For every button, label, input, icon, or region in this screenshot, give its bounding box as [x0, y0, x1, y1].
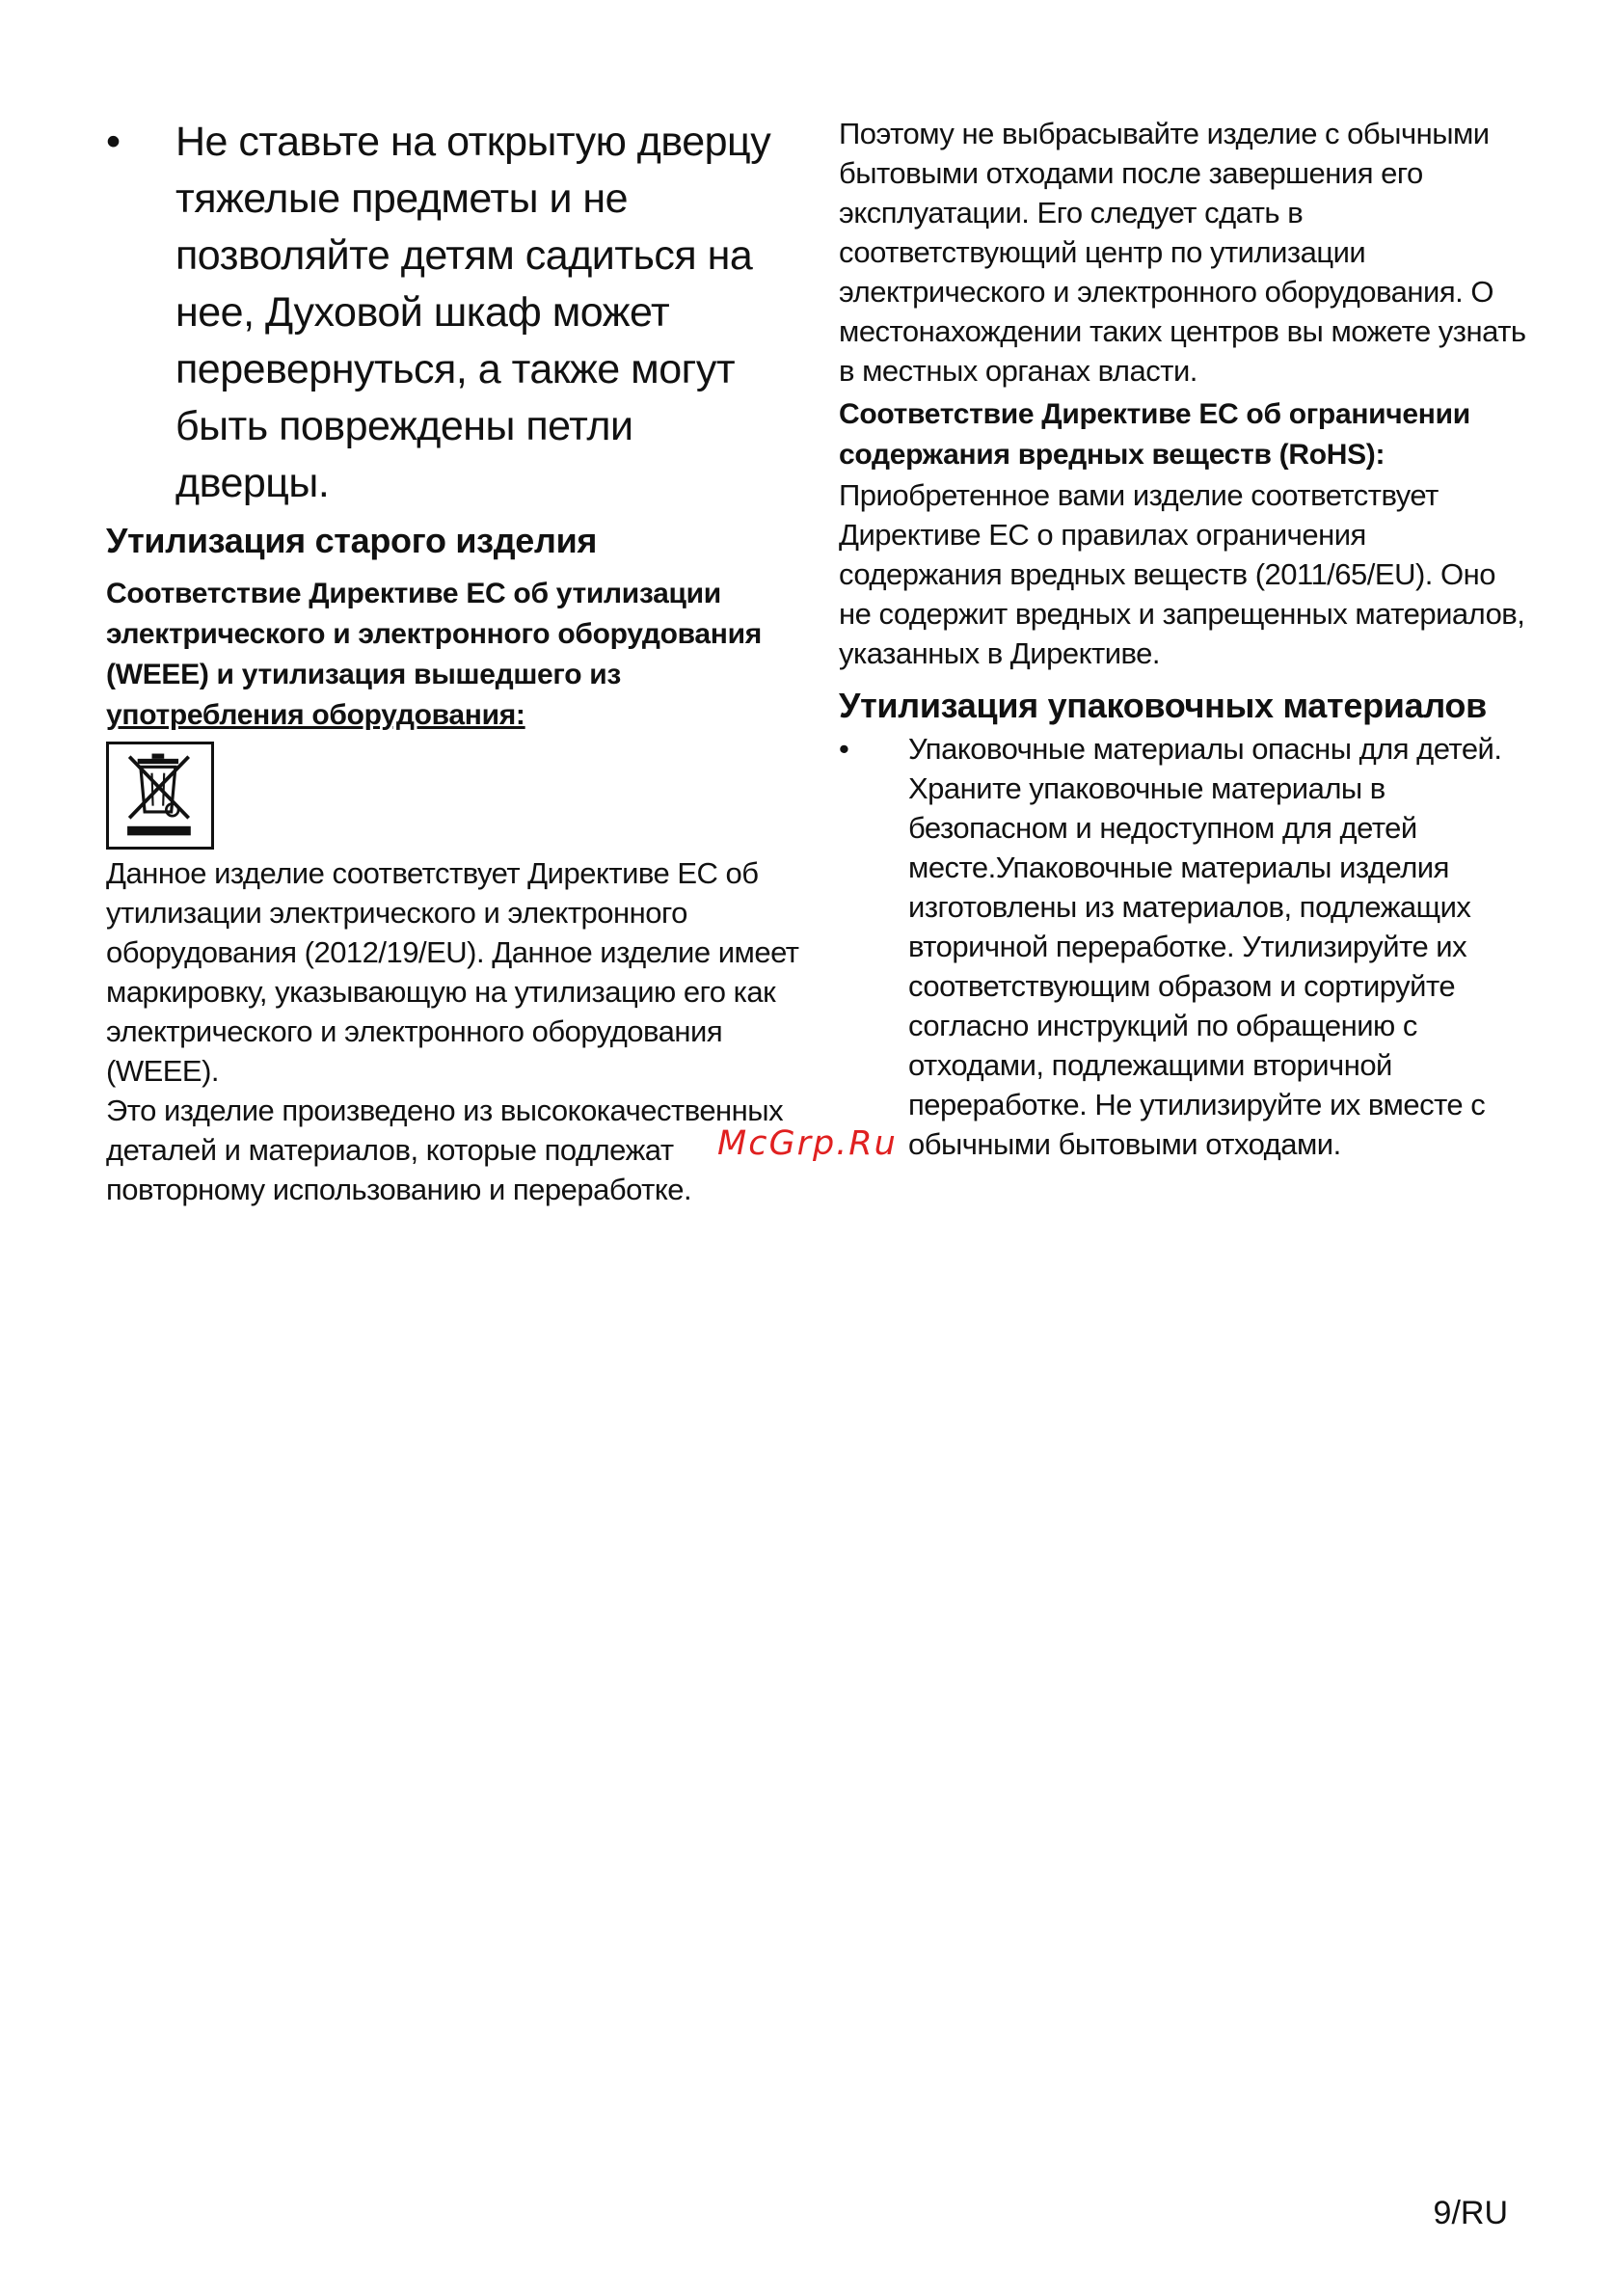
watermark: McGrp.Ru: [717, 1124, 898, 1163]
door-warning-text: Не ставьте на открытую дверцу тяжелые предметы и не позволяйте детям садиться на нее, Духовой шкаф может перевернуться, а также могут быть повреждены петли дверцы.: [175, 119, 771, 506]
packaging-text: Упаковочные материалы опасны для детей. Храните упаковочные материалы в безопасном и недоступном для детей месте.Упаковочные материалы изделия изготовлены из материалов, подлежащих вторичной переработке. Утилизируйте их соответствующим образом и сортируйте согласно инструкций по обращению с отходами, подлежащими вторичной переработке. Не утилизируйте их вместе с обычными бытовыми отходами.: [908, 732, 1502, 1161]
weee-heading: [106, 574, 800, 736]
crossed-out-wheelie-bin-icon: [109, 744, 211, 847]
bullet-marker: •: [106, 119, 121, 165]
door-warning-bullet: [106, 114, 800, 512]
weee-bin-icon: [106, 742, 214, 850]
rohs-heading: Соответствие Директиве ЕС об ограничении содержания вредных веществ (RoHS):: [839, 398, 1470, 471]
weee-materials-text: Это изделие произведено из высококачественных деталей и материалов, которые подлежат повторному использованию и переработке.: [106, 1094, 784, 1206]
weee-heading-part1: Соответствие Директиве ЕС об утилизации электрического и электронного оборудования (WEEE) и утилизация вышедшего из: [106, 578, 762, 690]
page-number: 9/RU: [1433, 2195, 1508, 2231]
disposal-instructions-text: Поэтому не выбрасывайте изделие с обычными бытовыми отходами после завершения его эксплуатации. Его следует сдать в соответствующий центр по утилизации электрического и электронного оборудования. О местонахождении таких центров вы можете узнать в местных органах власти.: [839, 117, 1526, 388]
bullet-marker: •: [839, 732, 849, 766]
rohs-text: Приобретенное вами изделие соответствует Директиве ЕС о правилах ограничения содержания вредных веществ (2011/65/EU). Оно не содержит вредных и запрещенных материалов, указанных в Директиве.: [839, 478, 1525, 670]
weee-heading-part2: употребления оборудования:: [106, 699, 525, 731]
right-column: [839, 114, 1533, 1164]
packaging-heading: Утилизация упаковочных материалов: [839, 686, 1487, 725]
weee-compliance-text: Данное изделие соответствует Директиве ЕС об утилизации электрического и электронного оборудования (2012/19/EU). Данное изделие имеет маркировку, указывающую на утилизацию его как электрического и электронного оборудования (WEEE).: [106, 856, 799, 1088]
packaging-bullet: [839, 729, 1533, 1164]
left-column: [106, 114, 800, 1209]
disposal-heading: Утилизация старого изделия: [106, 521, 598, 560]
